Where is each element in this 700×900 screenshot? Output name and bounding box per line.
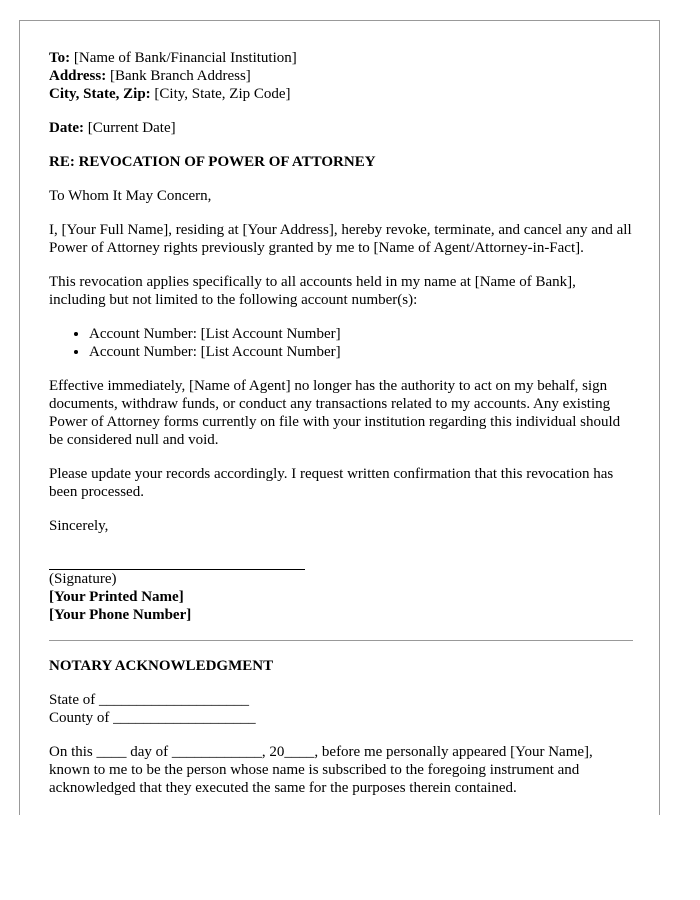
paragraph-effective: Effective immediately, [Name of Agent] no longer has the authority to act on my behalf, sign documents, withdraw funds, or conduct any transactions related to my accounts. Any existing Power of Attorney forms currently on file with your institution regarding this individual should be considered null and void. xyxy=(49,378,621,448)
notary-heading: NOTARY ACKNOWLEDGMENT xyxy=(49,658,274,674)
to-line xyxy=(49,50,297,66)
city-value: [City, State, Zip Code] xyxy=(150,86,291,102)
salutation: To Whom It May Concern, xyxy=(49,188,212,204)
printed-name: [Your Printed Name] xyxy=(49,589,184,605)
address-label: Address: xyxy=(49,68,107,84)
recipient-block xyxy=(49,49,633,103)
to-value: [Name of Bank/Financial Institution] xyxy=(70,50,297,66)
closing: Sincerely, xyxy=(49,518,109,534)
account-list-item: • Account Number: [List Account Number] xyxy=(89,325,633,343)
paragraph-accounts: This revocation applies specifically to all accounts held in my name at [Name of Bank], including but not limited to the following account number(s): xyxy=(49,274,576,308)
signature-caption: (Signature) xyxy=(49,571,117,587)
subject-line: RE: REVOCATION OF POWER OF ATTORNEY xyxy=(49,154,376,170)
phone-number: [Your Phone Number] xyxy=(49,607,192,623)
date-value: [Current Date] xyxy=(83,120,176,136)
letter-content xyxy=(49,49,633,813)
date-label: Date: xyxy=(49,120,84,136)
account-list-item: • Account Number: [List Account Number] xyxy=(89,343,633,361)
city-line xyxy=(49,86,291,102)
paragraph-request: Please update your records accordingly. I request written confirmation that this revocation has been processed. xyxy=(49,466,614,500)
notary-venue xyxy=(49,691,633,727)
to-label: To: xyxy=(49,50,71,66)
signature-block xyxy=(49,570,633,624)
address-line xyxy=(49,68,251,84)
notary-county-line: County of ___________________ xyxy=(49,710,256,726)
date-line xyxy=(49,119,633,137)
account-list xyxy=(49,325,633,361)
city-label: City, State, Zip: xyxy=(49,86,151,102)
address-value: [Bank Branch Address] xyxy=(106,68,251,84)
signature-line xyxy=(49,551,305,570)
document-page xyxy=(19,20,660,815)
section-divider xyxy=(49,640,633,641)
notary-paragraph: On this ____ day of ____________, 20____, before me personally appeared [Your Name], known to me to be the person whose name is subscribed to the foregoing instrument and acknowledged that they executed the same for the purposes therein contained. xyxy=(49,744,593,796)
notary-state-line: State of ____________________ xyxy=(49,692,249,708)
paragraph-revocation: I, [Your Full Name], residing at [Your Address], hereby revoke, terminate, and cancel any and all Power of Attorney rights previously granted by me to [Name of Agent/Attorney-in-Fact]. xyxy=(49,222,632,256)
